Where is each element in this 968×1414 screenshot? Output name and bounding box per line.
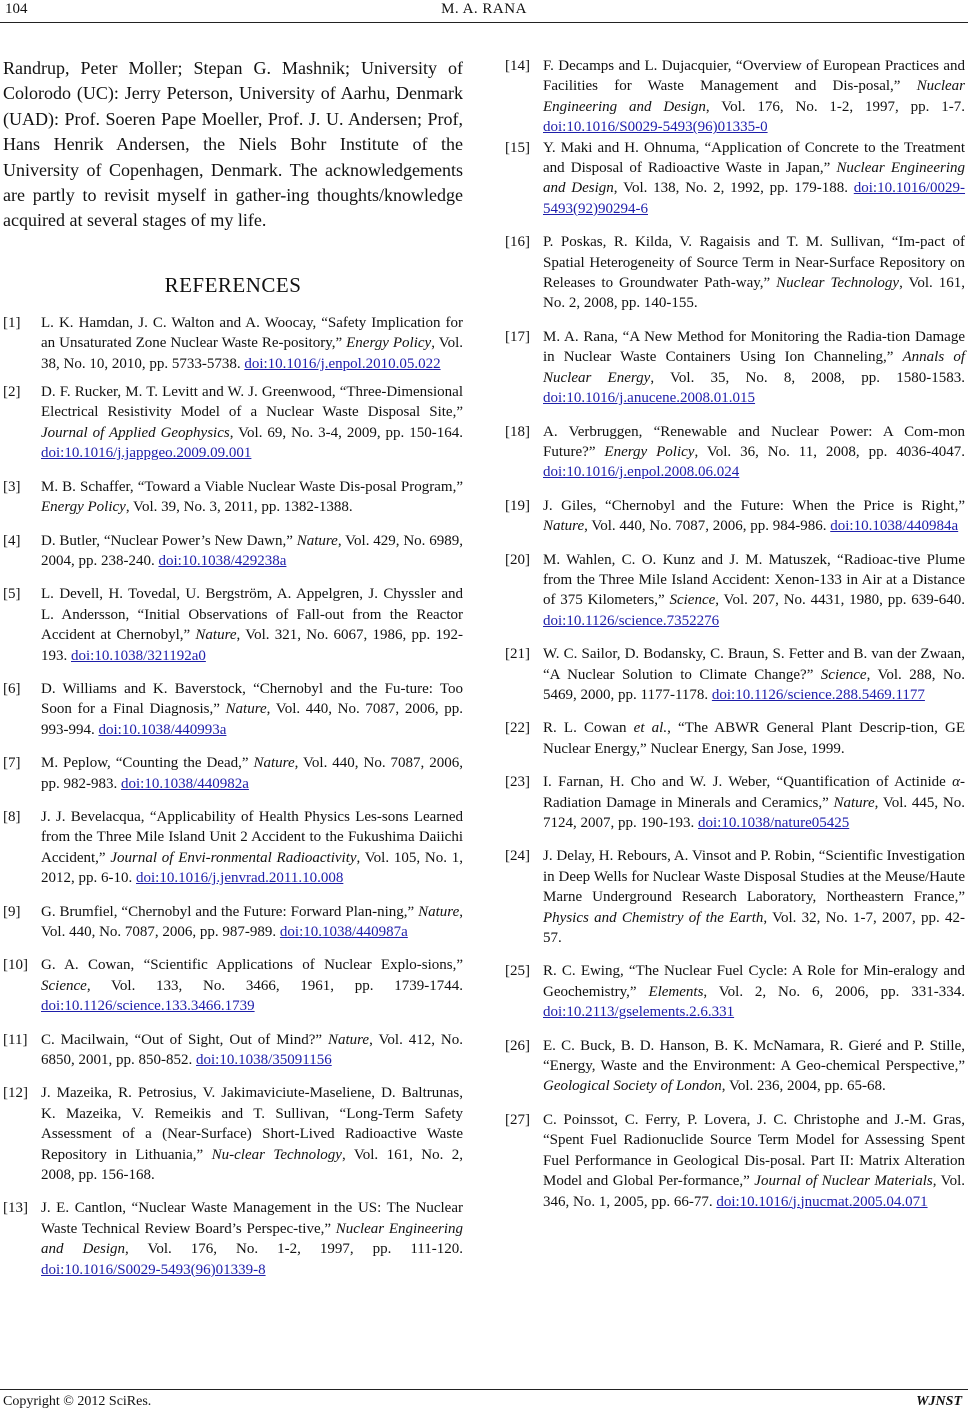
header-rule <box>0 22 968 23</box>
reference-text-part: D. F. Rucker, M. T. Levitt and W. J. Greenwood, “Three-Dimensional Electrical Resistivity Model of a Nuclear Waste Disposal Site,” <box>41 384 463 421</box>
reference-item <box>505 961 965 1022</box>
reference-text-part: , Vol. 440, No. 7087, 2006, pp. 982-983. <box>41 755 463 792</box>
reference-source-title: Nature <box>418 903 460 920</box>
references-heading: REFERENCES <box>164 272 302 297</box>
reference-source-title: Journal of Nuclear Materials <box>754 1173 933 1190</box>
reference-source-title: Energy Policy <box>41 499 126 516</box>
reference-text-part: M. A. Rana, “A New Method for Monitoring the Radia-tion Damage in Nuclear Waste Containers Using Ion Channeling,” <box>543 328 965 366</box>
doi-link[interactable]: doi:10.2113/gselements.2.6.331 <box>543 1004 735 1021</box>
reference-source-title: Nature <box>833 794 875 811</box>
reference-text-part: I. Farnan, H. Cho and W. J. Weber, “Quantification of Actinide <box>543 774 953 791</box>
reference-text-part: A. Verbruggen, “Renewable and Nuclear Power: A Com-mon Future?” <box>543 423 965 460</box>
reference-text-part: J. E. Cantlon, “Nuclear Waste Management in the US: The Nuclear Waste Technical Review Board’s Perspec-tive,” <box>41 1200 463 1237</box>
reference-text <box>41 679 463 740</box>
reference-number: [12] <box>3 1085 28 1102</box>
reference-text <box>41 753 463 794</box>
reference-source-title: Elements <box>648 983 704 1000</box>
reference-number: [6] <box>3 680 21 697</box>
reference-source-title: Geological Society of London <box>543 1078 722 1095</box>
reference-item <box>3 1083 463 1185</box>
reference-text-part: L. K. Hamdan, J. C. Walton and A. Woocay, “Safety Implication for an Unsaturated Zone Nuclear Waste Re-pository,” <box>41 314 463 352</box>
reference-number: [16] <box>505 234 530 251</box>
reference-text <box>41 807 463 889</box>
reference-text <box>543 496 965 537</box>
reference-number: [23] <box>505 774 530 791</box>
reference-text-part: M. B. Schaffer, “Toward a Viable Nuclear Waste Dis-posal Program,” <box>41 478 463 495</box>
reference-source-title: Nature <box>225 701 267 718</box>
reference-number: [3] <box>3 478 21 495</box>
doi-link[interactable]: doi:10.1016/0029-5493(92)90294-6 <box>543 180 966 217</box>
reference-text-part: M. Wahlen, C. O. Kunz and J. M. Matuszek, “Radioac-tive Plume from the Three Mile Island Accident: Xenon-133 in Air at a Distance of 375 Kilometers,” <box>543 551 965 609</box>
left-column <box>3 56 463 1280</box>
reference-source-title: Energy Policy <box>346 335 432 352</box>
reference-source-title: Nature <box>327 1031 370 1048</box>
reference-number: [8] <box>3 808 21 825</box>
reference-number: [4] <box>3 532 21 549</box>
reference-text-part: J. Mazeika, R. Petrosius, V. Jakimaviciute-Maseliene, D. Baltrunas, K. Mazeika, V. Remeikis and T. Sullivan, “Long-Term Safety Assessment of a (Near-Surface) Short-Lived Radioactive Waste Repository in Lithuania,” <box>41 1085 463 1163</box>
reference-text-part: , Vol. 35, No. 8, 2008, pp. 1580-1583. <box>650 369 965 386</box>
doi-link[interactable]: doi:10.1016/S0029-5493(96)01335-0 <box>543 119 768 136</box>
reference-number: [22] <box>505 720 530 737</box>
reference-text <box>543 327 965 409</box>
reference-text <box>41 955 463 1016</box>
reference-source-title: α <box>952 774 960 791</box>
reference-text-part: , Vol. 321, No. 6067, 1986, pp. 192-193. <box>41 627 463 664</box>
reference-text <box>543 550 965 632</box>
reference-source-title: Nuclear Engineering and Design <box>543 160 965 197</box>
reference-number: [10] <box>3 957 28 974</box>
reference-source-title: Journal of Applied Geophysics <box>41 424 230 441</box>
reference-number: [17] <box>505 328 530 345</box>
doi-link[interactable]: doi:10.1038/440987a <box>279 924 408 940</box>
reference-text <box>41 477 463 518</box>
reference-number: [9] <box>3 903 21 920</box>
reference-item <box>3 955 463 1016</box>
reference-source-title: Nuclear Engineering and Design <box>543 78 965 115</box>
reference-source-title: Nature <box>253 755 295 772</box>
reference-source-title: et al. <box>633 720 668 737</box>
reference-text <box>41 1030 463 1071</box>
reference-item <box>3 1030 463 1071</box>
reference-text <box>543 644 965 705</box>
reference-text-part: , Vol. 36, No. 11, 2008, pp. 4036-4047. <box>694 443 966 460</box>
doi-link[interactable]: doi:10.1016/S0029-5493(96)01339-8 <box>41 1261 266 1278</box>
acknowledgement-text: Randrup, Peter Moller; Stepan G. Mashnik; University of Colorodo (UC): Jerry Peterson, University of Aarhu, Denmark (UAD): Prof. Soeren Pape Moeller, Prof. J. U. Andersen; Prof, Hans Henrik Andersen, the Niels Bohr Institute of the University of Copenhagen, Denmark. The acknowledgements are partly to revisit myself in gather-ing thoughts/knowledge acquired at several stages of my life. <box>3 58 463 231</box>
reference-item <box>3 902 463 943</box>
reference-text <box>543 961 965 1022</box>
reference-item <box>505 496 965 537</box>
reference-number: [19] <box>505 497 530 514</box>
reference-source-title: Nu-clear Technology <box>211 1146 342 1163</box>
reference-text <box>543 56 965 138</box>
doi-link[interactable]: doi:10.1016/j.jnucmat.2005.04.071 <box>716 1193 928 1210</box>
reference-text-part: , Vol. 69, No. 3-4, 2009, pp. 150-164. <box>229 424 463 441</box>
reference-number: [18] <box>505 423 530 440</box>
reference-item <box>505 1110 965 1212</box>
doi-link[interactable]: doi:10.1016/j.anucene.2008.01.015 <box>543 390 756 407</box>
reference-text <box>543 772 965 833</box>
reference-source-title: Annals of Nuclear Energy <box>543 349 965 386</box>
reference-text-part: Y. Maki and H. Ohnuma, “Application of Concrete to the Treatment and Disposal of Radioactive Waste in Japan,” <box>543 139 965 177</box>
doi-link[interactable]: doi:10.1016/j.enpol.2008.06.024 <box>543 464 740 481</box>
reference-text <box>543 1110 965 1212</box>
reference-text-part: E. C. Buck, B. D. Hanson, B. K. McNamara, R. Gieré and P. Stille, “Energy, Waste and the Environment: A Geo-chemical Perspective,” <box>543 1037 965 1075</box>
reference-text <box>543 232 965 314</box>
reference-source-title: Science <box>41 977 87 994</box>
reference-item <box>505 327 965 409</box>
reference-source-title: Journal of Envi-ronmental Radioactivity <box>110 849 357 866</box>
doi-link[interactable]: doi:10.1126/science.7352276 <box>543 612 720 629</box>
reference-text-part: P. Poskas, R. Kilda, V. Ragaisis and T. M. Sullivan, “Im-pact of Spatial Heterogeneity of Source Term in Near-Surface Repository on Releases to Groundwater Path-way,” <box>543 234 965 292</box>
copyright-notice: Copyright © 2012 SciRes. <box>3 1394 152 1409</box>
reference-text-part: , Vol. 161, No. 2, 2008, pp. 156-168. <box>41 1146 463 1184</box>
reference-text-part: , Vol. 440, No. 7087, 2006, pp. 984-986. <box>584 518 831 535</box>
reference-item <box>505 772 965 833</box>
reference-number: [25] <box>505 963 530 980</box>
reference-text-part: G. Brumfiel, “Chernobyl and the Future: Forward Plan-ning,” <box>41 903 419 920</box>
reference-number: [7] <box>3 755 21 772</box>
reference-text-part: , Vol. 429, No. 6989, 2004, pp. 238-240. <box>41 532 463 569</box>
reference-text-part: , Vol. 440, No. 7087, 2006, pp. 987-989. <box>41 903 463 940</box>
reference-source-title: Nature <box>195 627 237 644</box>
reference-item <box>505 718 965 759</box>
reference-text-part: G. A. Cowan, “Scientific Applications of Nuclear Explo-sions,” <box>41 957 463 974</box>
doi-link[interactable]: doi:10.1038/429238a <box>158 552 287 569</box>
reference-text <box>41 531 463 572</box>
reference-number: [5] <box>3 586 21 603</box>
footer-rule <box>0 1389 968 1390</box>
doi-link[interactable]: doi:10.1038/nature05425 <box>698 815 850 831</box>
reference-item <box>505 422 965 483</box>
reference-text-part: , Vol. 39, No. 3, 2011, pp. 1382-1388. <box>125 499 353 516</box>
reference-text <box>41 313 463 374</box>
reference-text-part: M. Peplow, “Counting the Dead,” <box>41 755 254 772</box>
doi-link[interactable]: doi:10.1016/j.jappgeo.2009.09.001 <box>41 445 252 462</box>
reference-source-title: Energy Policy <box>604 443 695 460</box>
page-header <box>0 0 968 22</box>
reference-text-part: , Vol. 412, No. 6850, 2001, pp. 850-852. <box>41 1031 464 1069</box>
reference-source-title: Nature <box>296 532 338 549</box>
reference-text <box>41 584 463 666</box>
reference-item <box>505 232 965 314</box>
reference-number: [1] <box>3 314 21 331</box>
reference-item <box>3 313 463 374</box>
reference-text-part: , Vol. 207, No. 4431, 1980, pp. 639-640. <box>715 592 966 609</box>
reference-text <box>41 902 463 943</box>
doi-link[interactable]: doi:10.1016/j.jenvrad.2011.10.008 <box>136 870 344 887</box>
doi-link[interactable]: doi:10.1126/science.133.3466.1739 <box>41 998 255 1015</box>
reference-text-part: , Vol. 176, No. 1-2, 1997, pp. 1-7. <box>705 98 965 115</box>
reference-text-part: L. Devell, H. Tovedal, U. Bergström, A. Appelgren, J. Chyssler and L. Andersson, “Initial Observations of Fall-out from the Reactor Accident at Chernobyl,” <box>41 586 463 644</box>
reference-text <box>543 718 965 759</box>
reference-number: [14] <box>505 58 530 74</box>
reference-text-part: R. L. Cowan <box>543 720 634 737</box>
reference-source-title: Nature <box>543 518 585 535</box>
right-column <box>505 56 965 1212</box>
reference-item <box>3 382 463 464</box>
reference-text <box>543 422 965 483</box>
reference-number: [20] <box>505 551 530 568</box>
reference-item <box>3 753 463 794</box>
reference-list-left <box>3 313 463 1280</box>
reference-text-part: , Vol. 2, No. 6, 2006, pp. 331-334. <box>703 983 966 1000</box>
reference-text-part: , Vol. 346, No. 1, 2005, pp. 66-77. <box>543 1173 965 1210</box>
reference-text-part: D. Williams and K. Baverstock, “Chernobyl and the Fu-ture: Too Soon for a Final Diagnosis,” <box>41 680 463 718</box>
reference-text-part: , Vol. 288, No. 5469, 2000, pp. 1177-1178. <box>543 666 965 703</box>
journal-abbreviation: WJNST <box>916 1394 962 1409</box>
reference-item <box>3 679 463 740</box>
reference-text-part: , Vol. 133, No. 3466, 1961, pp. 1739-1744. <box>86 977 463 994</box>
page-number: 104 <box>5 1 28 17</box>
running-head: M. A. RANA <box>441 1 527 17</box>
reference-text-part: D. Butler, “Nuclear Power’s New Dawn,” <box>41 532 297 549</box>
reference-text-part: , Vol. 105, No. 1, 2012, pp. 6-10. <box>41 849 463 887</box>
reference-text-part: , Vol. 440, No. 7087, 2006, pp. 993-994. <box>41 701 463 738</box>
reference-item <box>3 531 463 572</box>
reference-number: [21] <box>505 646 530 663</box>
reference-text-part: J. Delay, H. Rebours, A. Vinsot and P. Robin, “Scientific Investigation in Deep Wells for Nuclear Waste Disposal Studies at the Meuse/Haute Marne Underground Research Laboratory, Northeastern France,” <box>543 848 965 906</box>
reference-text <box>543 138 965 220</box>
reference-item <box>3 1198 463 1280</box>
reference-text-part: , Vol. 236, 2004, pp. 65-68. <box>721 1078 886 1095</box>
reference-number: [2] <box>3 384 21 401</box>
reference-text-part: , Vol. 161, No. 2, 2008, pp. 140-155. <box>543 275 966 312</box>
reference-source-title: Nuclear Engineering and Design <box>41 1220 463 1258</box>
reference-item <box>505 644 965 705</box>
reference-text-part: F. Decamps and L. Dujacquier, “Overview of European Practices and Facilities for Waste Management and Dis-posal,” <box>543 58 965 95</box>
reference-number: [24] <box>505 848 530 865</box>
reference-text <box>543 846 965 948</box>
reference-text <box>41 1083 463 1185</box>
reference-text-part: , Vol. 176, No. 1-2, 1997, pp. 111-120. <box>125 1241 463 1258</box>
doi-link[interactable]: doi:10.1038/440993a <box>98 721 227 738</box>
doi-link[interactable]: doi:10.1016/j.enpol.2010.05.022 <box>244 355 441 372</box>
reference-text-part: J. J. Bevelacqua, “Applicability of Health Physics Les-sons Learned from the Three Mile Island Unit 2 Accident to the Fukushima Daiichi Accident,” <box>41 808 463 866</box>
reference-text-part: J. Giles, “Chernobyl and the Future: When the Price is Right,” <box>543 497 965 514</box>
reference-number: [13] <box>3 1200 28 1217</box>
reference-number: [15] <box>505 139 530 156</box>
doi-link[interactable]: doi:10.1038/35091156 <box>196 1052 332 1069</box>
reference-text-part: -Radiation Damage in Minerals and Ceramics,” <box>543 774 965 811</box>
doi-link[interactable]: doi:10.1038/440982a <box>121 775 249 792</box>
reference-text <box>543 1036 965 1097</box>
reference-text-part: C. Poinssot, C. Ferry, P. Lovera, J. C. Christophe and J.-M. Gras, “Spent Fuel Radionuclide Source Term Model for Assessing Spent Fuel Performance in Geological Dis-posal. Part II: Matrix Alteration Model and Global Per-formance,” <box>543 1111 965 1190</box>
reference-text-part: , Vol. 32, No. 1-7, 2007, pp. 42-57. <box>543 909 965 947</box>
reference-item <box>3 477 463 518</box>
reference-item <box>505 846 965 948</box>
reference-text-part: , Vol. 445, No. 7124, 2007, pp. 190-193. <box>543 794 965 831</box>
reference-number: [11] <box>3 1031 28 1048</box>
reference-text <box>41 382 463 464</box>
reference-text-part: , Vol. 38, No. 10, 2010, pp. 5733-5738. <box>41 335 464 372</box>
reference-item <box>505 550 965 632</box>
reference-item <box>505 138 965 220</box>
doi-link[interactable]: doi:10.1038/440984a <box>830 518 959 535</box>
reference-item <box>505 56 965 138</box>
reference-item <box>3 807 463 889</box>
reference-text-part: C. Macilwain, “Out of Sight, Out of Mind?” <box>41 1031 328 1048</box>
reference-source-title: Science <box>669 592 716 609</box>
reference-source-title: Physics and Chemistry of the Earth <box>543 909 764 926</box>
reference-item <box>3 584 463 666</box>
doi-link[interactable]: doi:10.1038/321192a0 <box>71 647 206 664</box>
reference-text-part: W. C. Sailor, D. Bodansky, C. Braun, S. Fetter and B. van der Zwaan, “A Nuclear Solution to Climate Change?” <box>543 646 965 683</box>
reference-number: [26] <box>505 1037 530 1054</box>
reference-text-part: , “The ABWR General Plant Descrip-tion, GE Nuclear Energy,” Nuclear Energy, San Jose, 1999. <box>543 720 965 757</box>
reference-item <box>505 1036 965 1097</box>
reference-text-part: , Vol. 138, No. 2, 1992, pp. 179-188. <box>613 180 854 197</box>
reference-text <box>41 1198 463 1280</box>
doi-link[interactable]: doi:10.1126/science.288.5469.1177 <box>711 686 925 703</box>
reference-source-title: Nuclear Technology <box>776 275 900 292</box>
reference-list-right <box>505 56 965 1212</box>
reference-number: [27] <box>505 1111 530 1128</box>
reference-source-title: Science <box>820 666 867 683</box>
reference-text-part: R. C. Ewing, “The Nuclear Fuel Cycle: A Role for Min-eralogy and Geochemistry,” <box>543 963 965 1000</box>
